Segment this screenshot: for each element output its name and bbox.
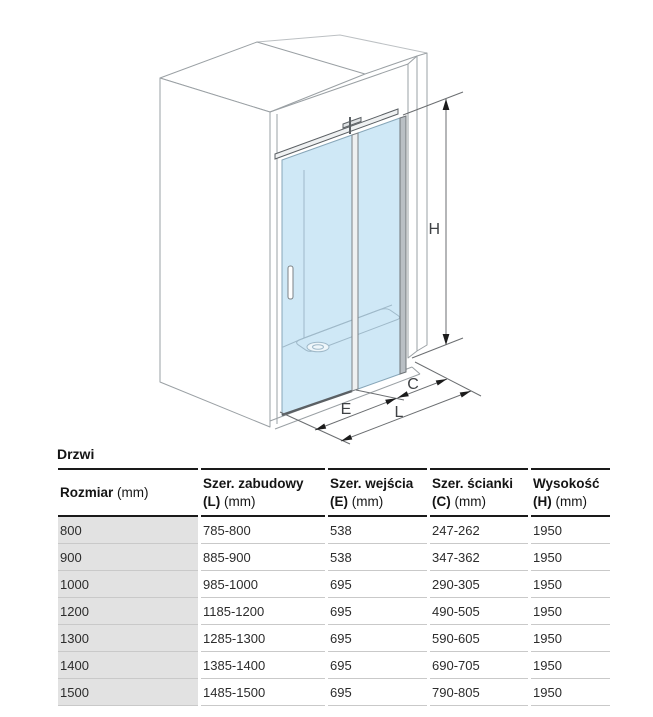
drain-icon bbox=[307, 342, 329, 352]
ext-line-left bbox=[280, 412, 350, 444]
value-cell: 695 bbox=[328, 625, 427, 652]
value-cell: 1950 bbox=[531, 544, 610, 571]
value-cell: 347-362 bbox=[430, 544, 528, 571]
table-row bbox=[58, 679, 610, 706]
value-cell: 290-305 bbox=[430, 571, 528, 598]
ext-line-right bbox=[415, 362, 481, 396]
column-header: Szer. zabudowy (L) (mm) bbox=[201, 468, 325, 517]
value-cell: 1950 bbox=[531, 517, 610, 544]
size-cell: 1200 bbox=[58, 598, 198, 625]
value-cell: 1285-1300 bbox=[201, 625, 325, 652]
value-cell: 1950 bbox=[531, 625, 610, 652]
panel-divider-profile bbox=[352, 133, 358, 391]
value-cell: 695 bbox=[328, 679, 427, 706]
column-header: Rozmiar (mm) bbox=[58, 468, 198, 517]
value-cell: 790-805 bbox=[430, 679, 528, 706]
size-cell: 800 bbox=[58, 517, 198, 544]
value-cell: 1185-1200 bbox=[201, 598, 325, 625]
column-header: Szer. wejścia (E) (mm) bbox=[328, 468, 427, 517]
table-title: Drzwi bbox=[57, 446, 95, 462]
table-row bbox=[58, 598, 610, 625]
value-cell: 885-900 bbox=[201, 544, 325, 571]
dimensions-table bbox=[55, 468, 613, 706]
label-entry-width: E bbox=[340, 401, 352, 418]
right-wall-profile bbox=[400, 116, 406, 374]
value-cell: 695 bbox=[328, 598, 427, 625]
table-row bbox=[58, 652, 610, 679]
value-cell: 590-605 bbox=[430, 625, 528, 652]
value-cell: 985-1000 bbox=[201, 571, 325, 598]
table-row bbox=[58, 625, 610, 652]
size-cell: 1500 bbox=[58, 679, 198, 706]
label-fixed-panel-width: C bbox=[407, 376, 419, 393]
door-handle bbox=[288, 266, 293, 299]
value-cell: 490-505 bbox=[430, 598, 528, 625]
value-cell: 1385-1400 bbox=[201, 652, 325, 679]
value-cell: 538 bbox=[328, 517, 427, 544]
table-header-row bbox=[58, 468, 610, 517]
table-row bbox=[58, 544, 610, 571]
value-cell: 695 bbox=[328, 652, 427, 679]
column-header: Szer. ścianki (C) (mm) bbox=[430, 468, 528, 517]
label-total-width: L bbox=[394, 404, 404, 421]
value-cell: 1950 bbox=[531, 571, 610, 598]
value-cell: 1950 bbox=[531, 598, 610, 625]
value-cell: 785-800 bbox=[201, 517, 325, 544]
label-height: H bbox=[428, 221, 440, 238]
value-cell: 1950 bbox=[531, 679, 610, 706]
value-cell: 1950 bbox=[531, 652, 610, 679]
table-row bbox=[58, 571, 610, 598]
value-cell: 247-262 bbox=[430, 517, 528, 544]
size-cell: 900 bbox=[58, 544, 198, 571]
size-cell: 1000 bbox=[58, 571, 198, 598]
size-cell: 1300 bbox=[58, 625, 198, 652]
spec-section bbox=[55, 446, 607, 706]
value-cell: 695 bbox=[328, 571, 427, 598]
size-cell: 1400 bbox=[58, 652, 198, 679]
dim-line-l bbox=[341, 391, 471, 441]
column-header: Wysokość (H) (mm) bbox=[531, 468, 610, 517]
table-row bbox=[58, 517, 610, 544]
fixed-glass-panel bbox=[358, 118, 400, 389]
value-cell: 538 bbox=[328, 544, 427, 571]
value-cell: 690-705 bbox=[430, 652, 528, 679]
left-wall-front-face bbox=[160, 78, 270, 427]
value-cell: 1485-1500 bbox=[201, 679, 325, 706]
